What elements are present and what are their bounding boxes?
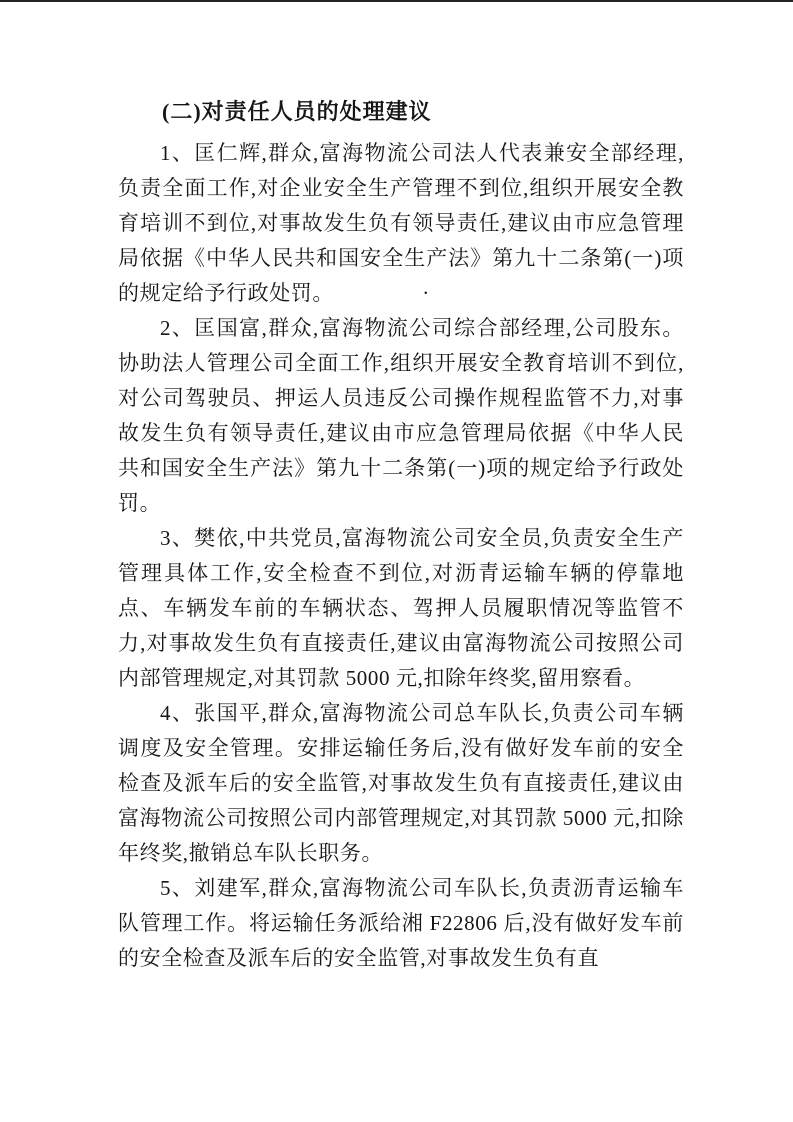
stray-dot-mark: · [422, 281, 430, 305]
section-heading: (二)对责任人员的处理建议 [162, 99, 432, 124]
paragraph-4: 4、张国平,群众,富海物流公司总车队长,负责公司车辆调度及安全管理。安排运输任务后,没有做好发车前的安全检查及派车后的安全监管,对事故发生负有直接责任,建议由富海物流公司按照公司内部管理规定,对其罚款 5000 元,扣除年终奖,撤销总车队长职务。 [118, 701, 684, 865]
paragraph-2: 2、匡国富,群众,富海物流公司综合部经理,公司股东。协助法人管理公司全面工作,组织开展安全教育培训不到位,对公司驾驶员、押运人员违反公司操作规程监管不力,对事故发生负有领导责任,建议由市应急管理局依据《中华人民共和国安全生产法》第九十二条第(一)项的规定给予行政处罚。 [118, 316, 684, 515]
paragraph-5: 5、刘建军,群众,富海物流公司车队长,负责沥青运输车队管理工作。将运输任务派给湘 F22806 后,没有做好发车前的安全检查及派车后的安全监管,对事故发生负有直 [118, 876, 684, 970]
paragraph-3: 3、樊依,中共党员,富海物流公司安全员,负责安全生产管理具体工作,安全检查不到位,对沥青运输车辆的停靠地点、车辆发车前的车辆状态、驾押人员履职情况等监管不力,对事故发生负有直接责任,建议由富海物流公司按照公司内部管理规定,对其罚款 5000 元,扣除年终奖,留用察看。 [118, 526, 684, 690]
document-content [118, 94, 684, 976]
paragraph-1 [118, 136, 684, 311]
scan-top-edge-line [0, 0, 793, 2]
paragraph-1-text: 1、匡仁辉,群众,富海物流公司法人代表兼安全部经理,负责全面工作,对企业安全生产管理不到位,组织开展安全教育培训不到位,对事故发生负有领导责任,建议由市应急管理局依据《中华人民共和国安全生产法》第九十二条第(一)项的规定给予行政处罚。 [118, 141, 684, 305]
